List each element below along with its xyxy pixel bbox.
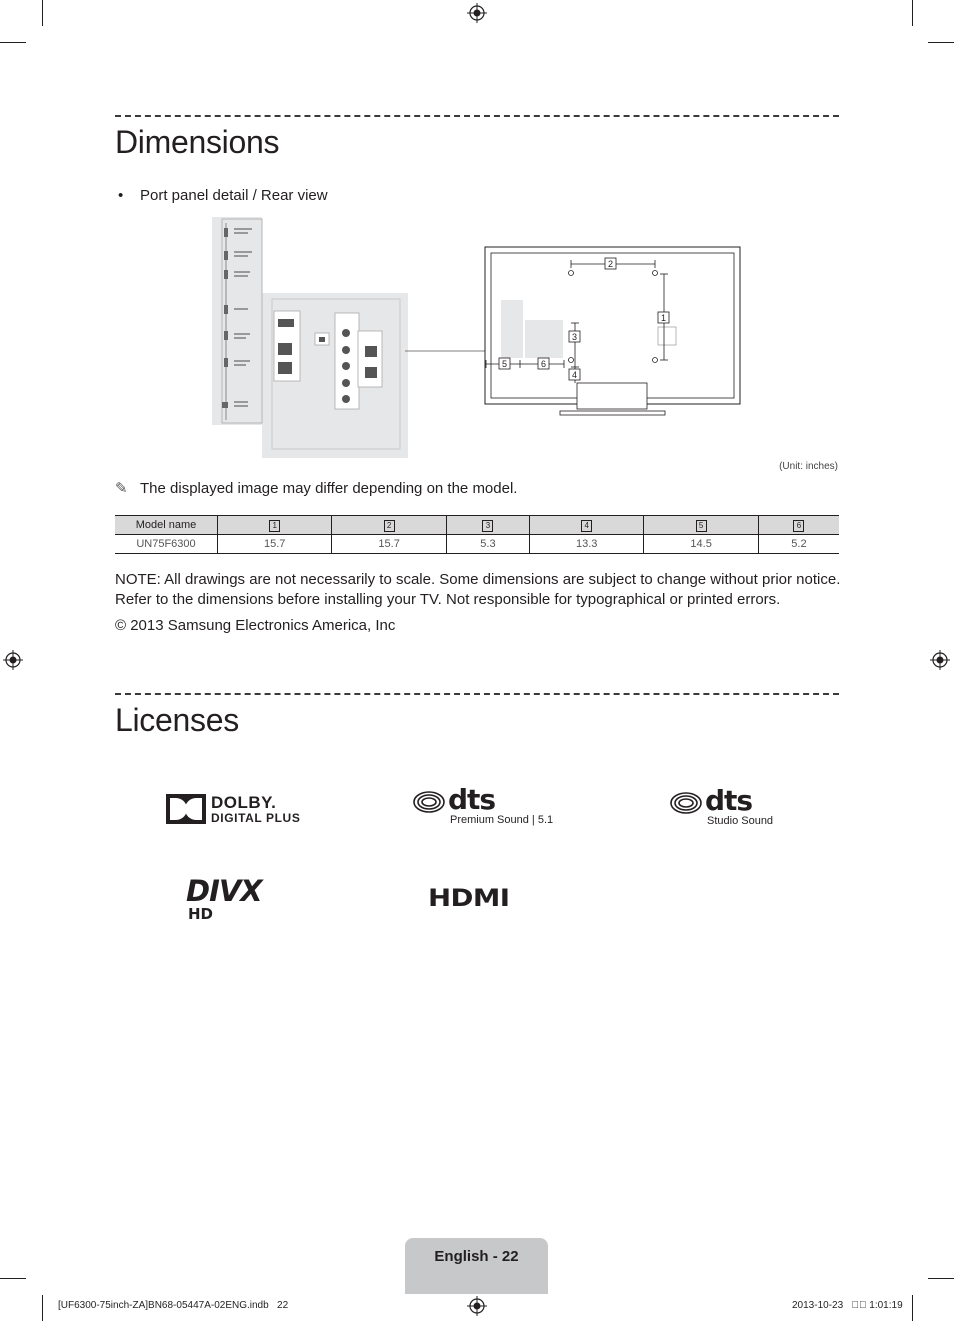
value-cell: 5.3 <box>446 535 529 554</box>
dts-studio-caption: Studio Sound <box>707 815 774 827</box>
model-name-header: Model name <box>135 519 197 531</box>
crop-mark <box>912 0 913 26</box>
table-row <box>115 535 839 554</box>
page-number-tab <box>405 1238 548 1294</box>
bullet-text: Port panel detail / Rear view <box>140 187 328 204</box>
column-header: 2 <box>332 516 446 535</box>
crop-mark <box>0 1278 26 1279</box>
section-divider <box>115 693 839 695</box>
dolby-digital-plus-text: DIGITAL PLUS <box>211 811 301 825</box>
registration-mark-icon <box>467 1296 487 1316</box>
divx-wordmark: DIVX <box>186 874 262 908</box>
crop-mark <box>912 1295 913 1321</box>
column-header: 5 <box>644 516 758 535</box>
value-cell: 15.7 <box>332 535 446 554</box>
print-timestamp: 2013-10-23 ￿￿ 1:01:19 <box>792 1300 903 1311</box>
callout-6: 6 <box>540 359 547 369</box>
disclaimer-text: The displayed image may differ depending on the model. <box>140 480 518 497</box>
callout-4: 4 <box>571 370 578 380</box>
model-cell: UN75F6300 <box>136 538 196 550</box>
value-cell: 15.7 <box>218 535 332 554</box>
bullet-item <box>118 186 328 206</box>
copyright-text: © 2013 Samsung Electronics America, Inc <box>115 617 396 634</box>
value-cell: 5.2 <box>758 535 839 554</box>
dimensions-title: Dimensions <box>115 124 280 160</box>
crop-mark <box>42 0 43 26</box>
dts-wordmark: dts <box>705 784 753 817</box>
column-header: 1 <box>218 516 332 535</box>
callout-1: 1 <box>660 313 667 323</box>
value-cell: 14.5 <box>644 535 758 554</box>
value-cell: 13.3 <box>530 535 644 554</box>
rear-view-diagram <box>480 243 745 418</box>
callout-3: 3 <box>571 332 578 342</box>
crop-mark <box>928 1278 954 1279</box>
dts-wordmark: dts <box>448 783 496 816</box>
dts-swoosh-icon <box>412 790 446 814</box>
crop-mark <box>928 42 954 43</box>
callout-2: 2 <box>607 259 614 269</box>
dimensions-table <box>115 515 839 554</box>
dts-premium-sound-logo <box>412 783 554 829</box>
note-paragraph <box>115 570 855 610</box>
dts-premium-caption: Premium Sound | 5.1 <box>450 814 554 826</box>
crop-mark <box>0 42 26 43</box>
dts-studio-sound-logo <box>669 784 789 830</box>
registration-mark-icon <box>3 650 23 670</box>
table-header-row <box>115 516 839 535</box>
file-info: [UF6300-75inch-ZA]BN68-05447A-02ENG.indb 22 <box>58 1300 289 1311</box>
column-header: 3 <box>446 516 529 535</box>
bullet-dot: • <box>118 187 124 204</box>
pencil-icon: ✎ <box>115 480 128 497</box>
dts-swoosh-icon <box>669 791 703 815</box>
disclaimer-note <box>115 479 517 499</box>
hdmi-logo <box>428 884 528 914</box>
note-label: NOTE <box>115 571 157 588</box>
section-divider <box>115 115 839 117</box>
callout-5: 5 <box>501 359 508 369</box>
page-number: English - 22 <box>434 1248 519 1265</box>
note-text: : All drawings are not necessarily to scale. Some dimensions are subject to change without prior notice. Refer to the dimensions before installing your TV. Not responsible for typographical or printed errors. <box>115 571 841 608</box>
unit-note: (Unit: inches) <box>779 461 838 472</box>
column-header: 6 <box>758 516 839 535</box>
divx-hd-text: HD <box>188 905 214 923</box>
registration-mark-icon <box>930 650 950 670</box>
dolby-digital-plus-logo <box>166 793 316 827</box>
hdmi-wordmark: HDMI <box>428 884 510 912</box>
column-header: 4 <box>530 516 644 535</box>
crop-mark <box>42 1295 43 1321</box>
divx-hd-logo <box>186 876 296 922</box>
registration-mark-icon <box>467 3 487 23</box>
port-panel-diagram <box>210 215 410 460</box>
dolby-wordmark: DOLBY. <box>211 793 277 812</box>
licenses-title: Licenses <box>115 702 239 738</box>
dolby-double-d-icon <box>166 794 206 824</box>
